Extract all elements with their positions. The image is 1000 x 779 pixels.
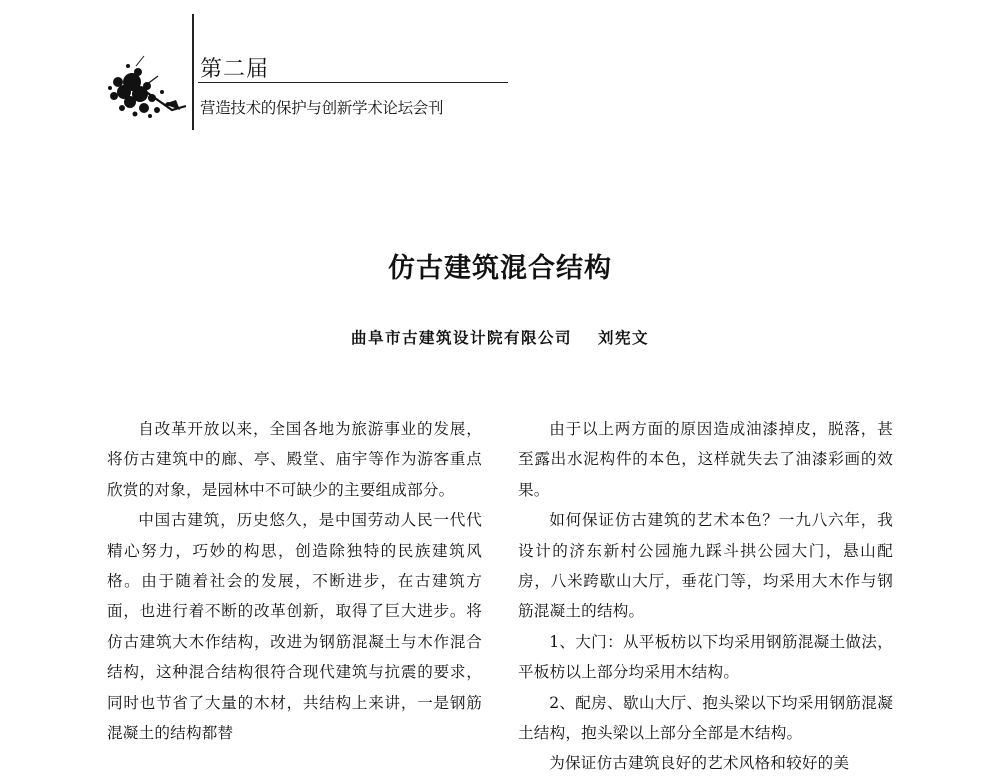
paragraph: 中国古建筑，历史悠久，是中国劳动人民一代代精心努力，巧妙的构思，创造除独特的民族建筑风格。由于随着社会的发展，不断进步，在古建筑方面，也进行着不断的改革创新，取得了巨大进步。将仿古建筑大木作结构，改进为钢筋混凝土与木作混合结构，这种混合结构很符合现代建筑与抗震的要求，同时也节省了大量的木材，共结构上来讲，一是钢筋混凝土的结构都替 <box>107 511 482 743</box>
header-divider-vertical <box>192 14 194 130</box>
paragraph: 2、配房、歇山大厅、抱头梁以下均采用钢筋混凝土结构，抱头梁以上部分全部是木结构。 <box>518 693 893 743</box>
running-header <box>0 0 1000 140</box>
header-divider-horizontal <box>198 82 508 83</box>
paragraph: 由于以上两方面的原因造成油漆掉皮，脱落，甚至露出水泥构件的本色，这样就失去了油漆彩画的效果。 <box>518 420 893 499</box>
ink-painting-logo-icon <box>102 52 190 128</box>
body-column-right <box>518 414 893 779</box>
article-title: 仿古建筑混合结构 <box>388 253 612 285</box>
affiliation: 曲阜市古建筑设计院有限公司 <box>350 328 572 347</box>
author-line <box>0 326 1000 348</box>
paragraph: 1、大门：从平板枋以下均采用钢筋混凝土做法，平板枋以上部分均采用木结构。 <box>518 632 893 682</box>
body-column-left <box>107 414 482 748</box>
paragraph: 为保证仿古建筑良好的艺术风格和较好的美 <box>549 754 850 773</box>
paragraph: 如何保证仿古建筑的艺术本色？一九八六年，我设计的济东新村公园施九踩斗拱公园大门，悬山配房，八米跨歇山大厅，垂花门等，均采用大木作与钢筋混凝土的结构。 <box>518 511 893 621</box>
conference-edition: 第二届 <box>200 57 270 82</box>
paragraph: 自改革开放以来，全国各地为旅游事业的发展，将仿古建筑中的廊、亭、殿堂、庙宇等作为游客重点欣赏的对象，是园林中不可缺少的主要组成部分。 <box>107 420 482 499</box>
journal-title: 营造技术的保护与创新学术论坛会刊 <box>200 99 444 117</box>
author-name: 刘宪文 <box>598 328 650 347</box>
